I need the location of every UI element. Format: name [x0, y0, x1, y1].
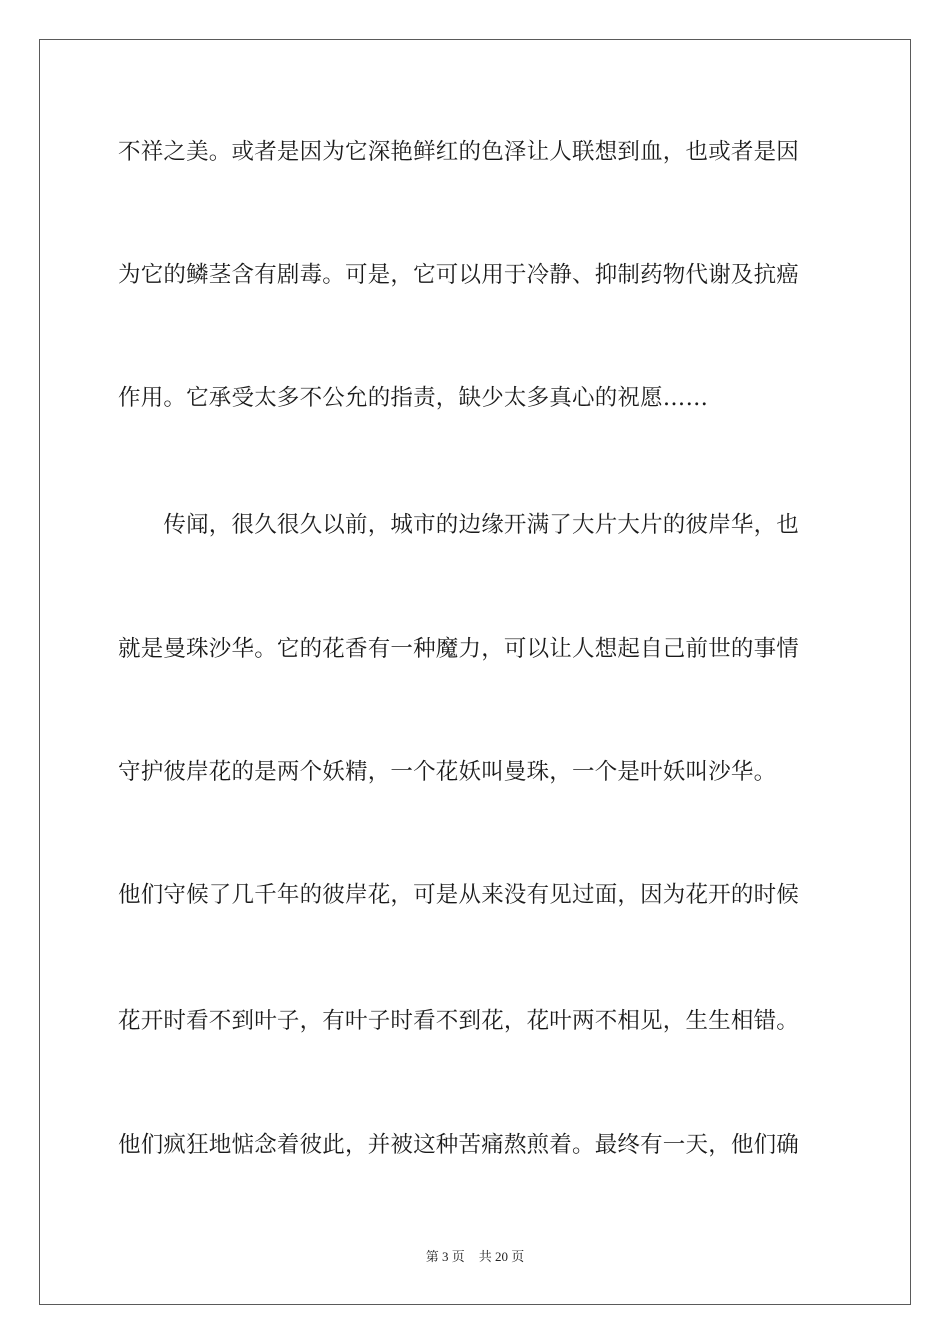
page-border [39, 39, 911, 1305]
text-line-8: 花开时看不到叶子，有叶子时看不到花，花叶两不相见，生生相错。 [118, 1008, 800, 1034]
text-line-6: 守护彼岸花的是两个妖精，一个花妖叫曼珠，一个是叶妖叫沙华。 [118, 759, 777, 785]
text-line-1: 不祥之美。或者是因为它深艳鲜红的色泽让人联想到血，也或者是因 [118, 139, 800, 165]
page-total: 共 20 页 [478, 1249, 525, 1264]
text-line-9: 他们疯狂地惦念着彼此，并被这种苦痛熬煎着。最终有一天，他们确 [118, 1132, 800, 1158]
text-line-7: 他们守候了几千年的彼岸花，可是从来没有见过面，因为花开的时候 [118, 882, 800, 908]
text-line-2: 为它的鳞茎含有剧毒。可是，它可以用于冷静、抑制药物代谢及抗癌 [118, 262, 800, 288]
page-number: 第 3 页 [425, 1249, 465, 1264]
page-footer [0, 1248, 950, 1266]
text-line-5: 就是曼珠沙华。它的花香有一种魔力，可以让人想起自己前世的事情 [118, 636, 800, 662]
text-line-3: 作用。它承受太多不公允的指责，缺少太多真心的祝愿…… [118, 385, 709, 411]
text-line-4: 传闻，很久很久以前，城市的边缘开满了大片大片的彼岸华，也 [118, 512, 800, 538]
